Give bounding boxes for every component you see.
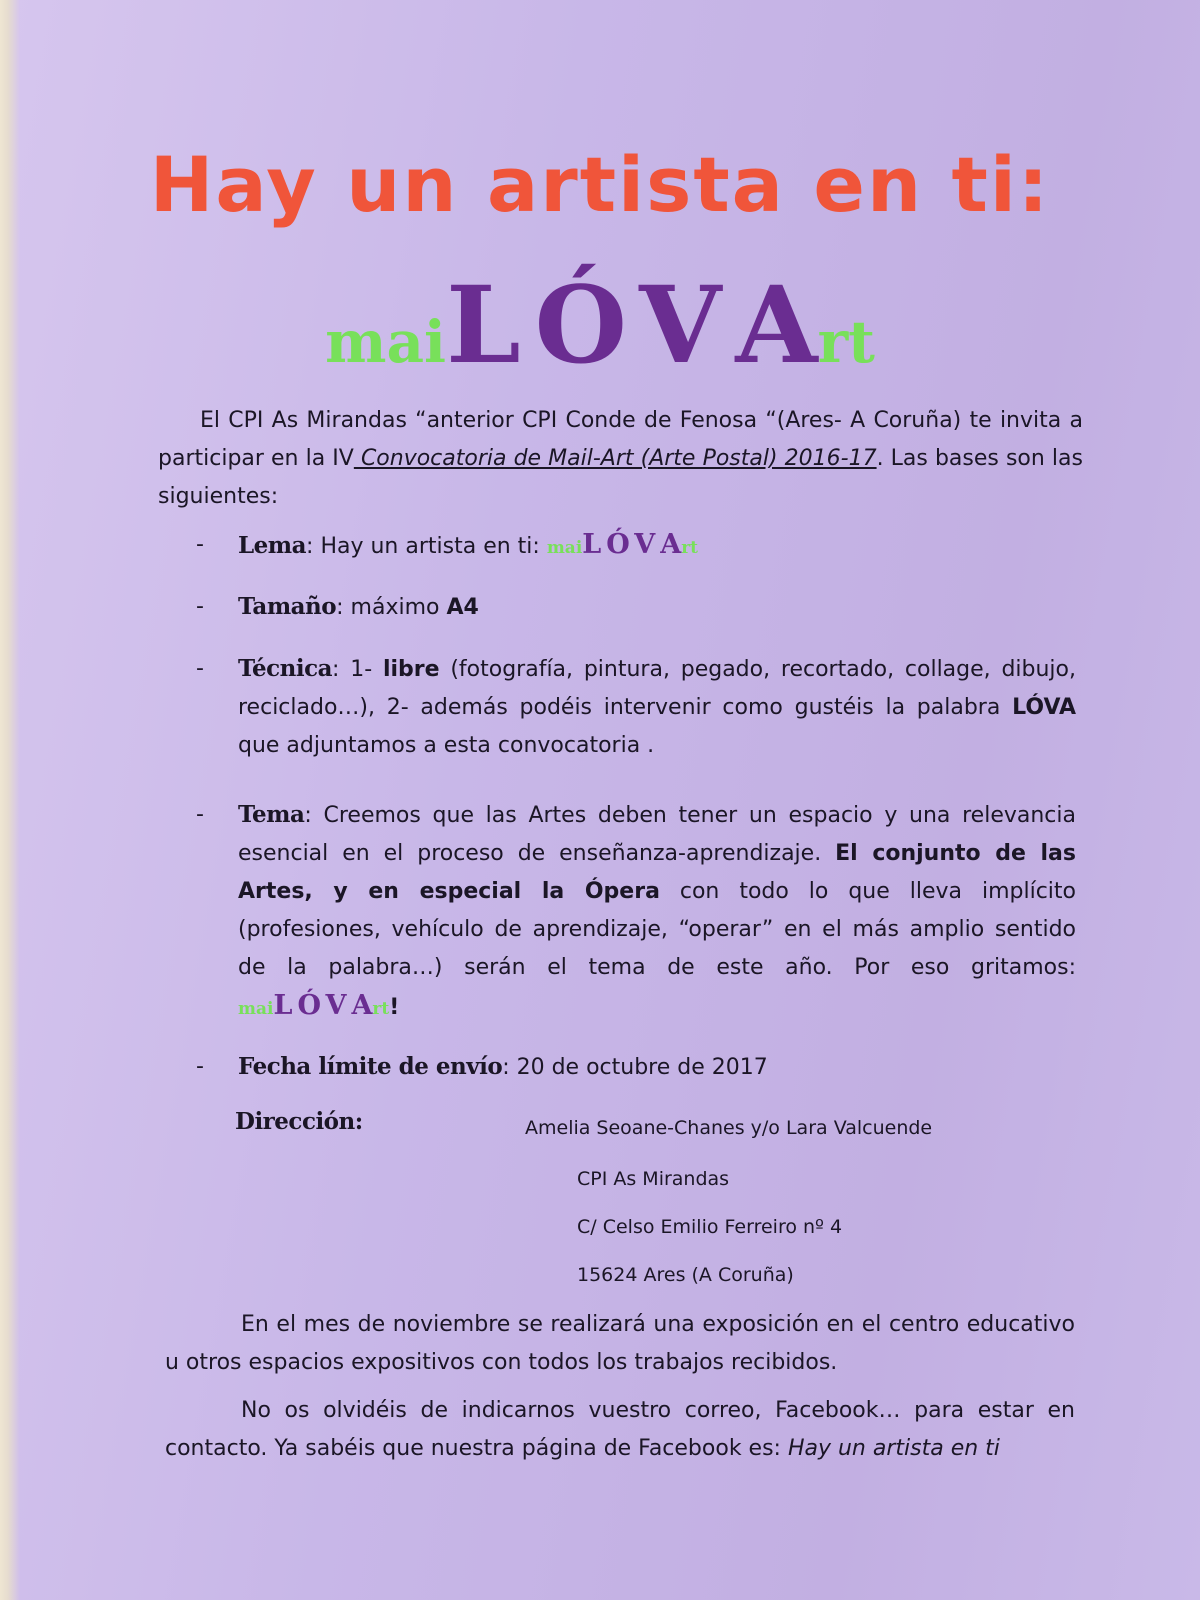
mailovart-logo (0, 262, 1200, 387)
intro-paragraph (158, 402, 1083, 516)
closing-paragraph-exposicion: En el mes de noviembre se realizará una exposición en el centro educativo u otros espacios expositivos con todos los trabajos recibidos. (165, 1312, 1075, 1375)
logo-mai: mai (325, 308, 447, 376)
tamano-label: Tamaño (238, 593, 337, 620)
lema-label: Lema (238, 532, 307, 559)
fecha-text: 20 de octubre de 2017 (516, 1055, 768, 1080)
address-line: C/ Celso Emilio Ferreiro nº 4 (577, 1216, 843, 1238)
lema-text: Hay un artista en ti: (320, 534, 547, 559)
address-line: CPI As Mirandas (577, 1168, 730, 1190)
convocatoria-title: Convocatoria de Mail-Art (Arte Postal) 2016-17 (353, 446, 877, 471)
tecnica-label: Técnica (238, 655, 332, 682)
inline-logo: maiLÓVArt (238, 990, 390, 1021)
main-title: Hay un artista en ti: (149, 140, 1051, 229)
fecha-label: Fecha límite de envío (238, 1053, 503, 1080)
tamano-size: A4 (446, 595, 479, 620)
paper-edge (0, 0, 20, 1600)
intro-text-end: . Las bases son las siguientes: (158, 446, 1083, 509)
item-tema: - Tema: Creemos que las Artes deben tener un espacio y una relevancia esencial en el proceso de enseñanza-aprendizaje. El conjunto de las Artes, y en especial la Ópera con todo lo que lleva implícito (profesiones, vehículo de aprendizaje, “operar” en el más amplio sentido de la palabra…) serán el tema de este año. Por eso gritamos: maiLÓVArt! (196, 801, 1077, 1021)
intro-text: El CPI As Mirandas “anterior CPI Conde de Fenosa “(Ares- A Coruña) te invita a participar en la IV (158, 408, 1083, 471)
logo-lov: LÓV (446, 262, 736, 387)
tamano-text: máximo (350, 595, 447, 620)
closing-paragraph-contacto: No os olvidéis de indicarnos vuestro correo, Facebook… para estar en contacto. Ya sabéis que nuestra página de Facebook es: Hay un artista en ti (165, 1398, 1075, 1461)
logo-rt: rt (817, 308, 875, 376)
address-line: Amelia Seoane-Chanes y/o Lara Valcuende (525, 1117, 933, 1139)
inline-logo: maiLÓVArt (546, 529, 699, 560)
direccion-label: Dirección: (235, 1108, 363, 1135)
item-tamano: - Tamaño: máximo A4 (196, 593, 479, 620)
facebook-page-name: Hay un artista en ti (787, 1436, 1000, 1461)
item-fecha: - Fecha límite de envío: 20 de octubre de 2017 (196, 1053, 768, 1080)
item-lema: - Lema: Hay un artista en ti: maiLÓVArt (196, 529, 699, 560)
tema-label: Tema (238, 801, 305, 828)
item-tecnica: - Técnica: 1- libre (fotografía, pintura, pegado, recortado, collage, dibujo, reciclado…), 2- además podéis intervenir como gustéis la palabra LÓVA que adjuntamos a esta convocatoria . (196, 655, 1076, 758)
address-line: 15624 Ares (A Coruña) (577, 1264, 794, 1286)
logo-a: A (735, 262, 818, 387)
